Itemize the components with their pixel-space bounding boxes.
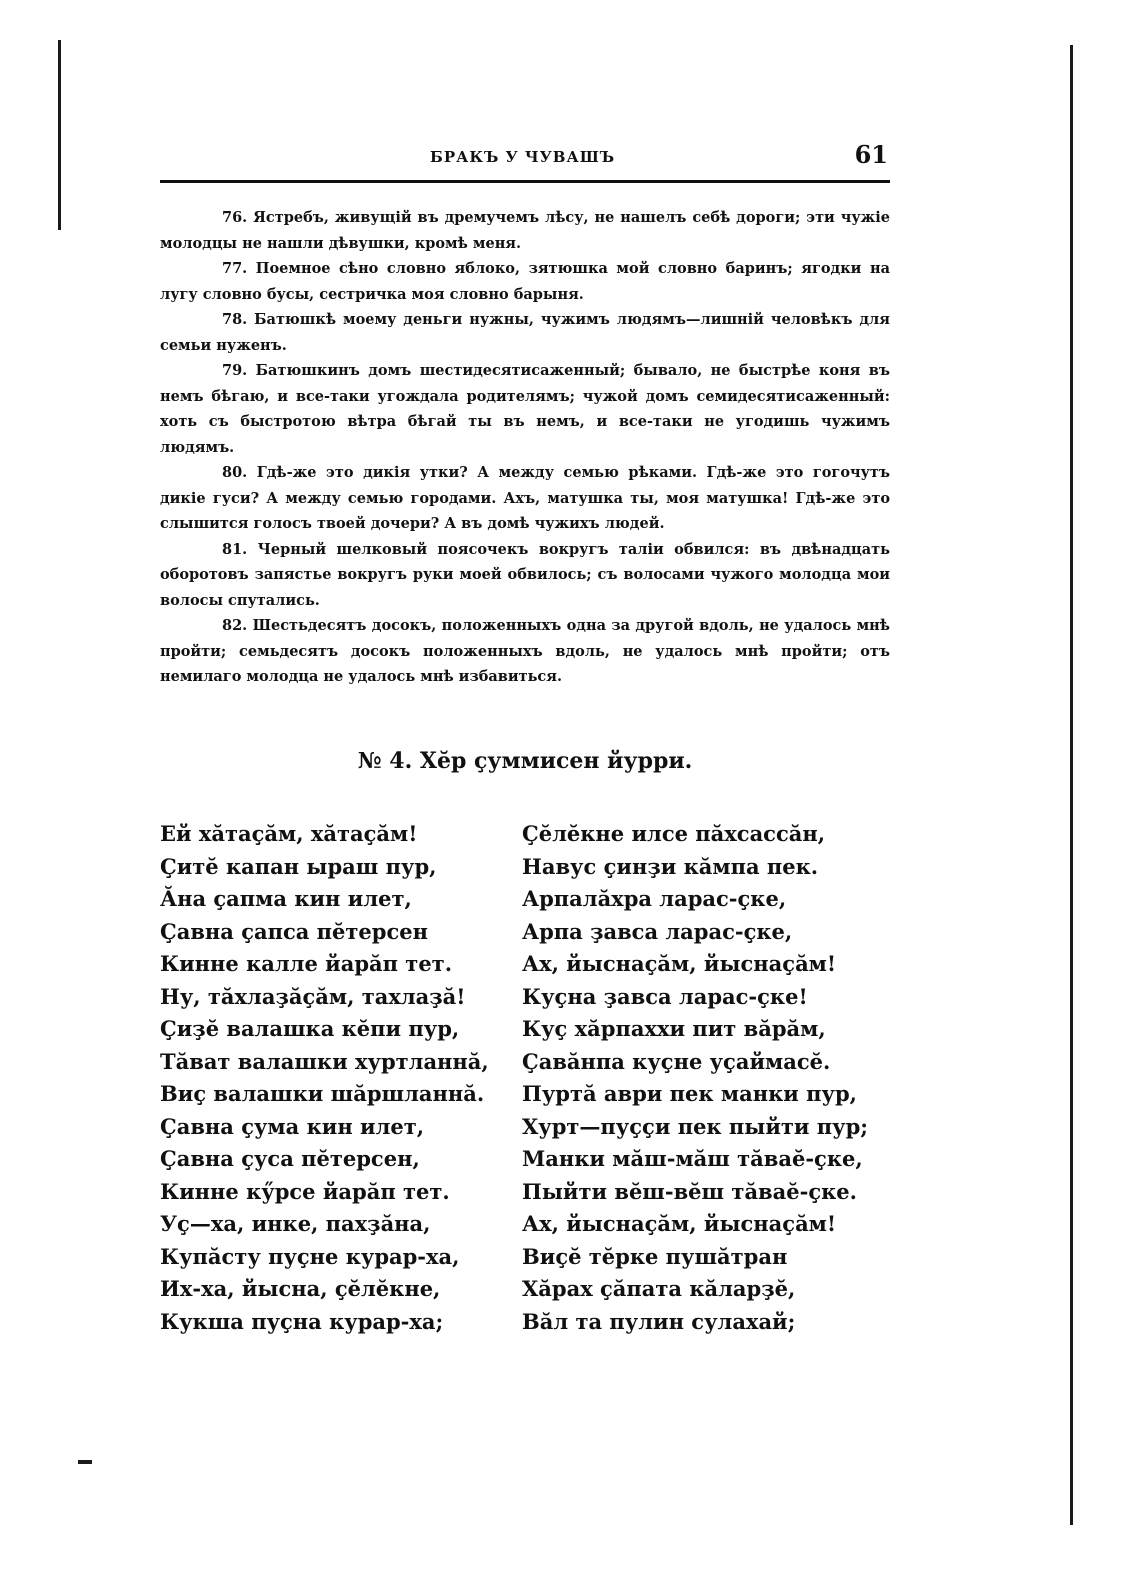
verse-line: Кинне кӳрсе йарӑп тет. — [160, 1178, 450, 1204]
page-number: 61 — [854, 140, 888, 169]
verse-line: Ну, тӑхлаҙӑҫӑм, тахлаҙӑ! — [160, 983, 466, 1009]
verse-line: Ҫӗлӗкне илсе пӑхсассӑн, — [522, 821, 826, 846]
verse-line: Пыйти вӗш-вӗш тӑваӗ-ҫке. — [522, 1178, 857, 1204]
verse-line: Тӑват валашки хуртланнӑ, — [160, 1048, 489, 1074]
notes-section — [160, 205, 890, 690]
verse-line: Купӑсту пуҫне курар-ха, — [160, 1243, 460, 1269]
verse-line: Навус ҫинҙи кӑмпа пек. — [522, 853, 819, 879]
verse-line: Ах, йыснаҫӑм, йыснаҫӑм! — [522, 951, 837, 976]
verse-line: Куҫна ҙавса ларас-ҫке! — [522, 983, 808, 1009]
verse-line: Куҫ хӑрпаххи пит вӑрӑм, — [522, 1016, 826, 1041]
verse-line: Виҫӗ тӗрке пушӑтран — [522, 1243, 788, 1269]
verse-line: Их-ха, йысна, ҫӗлӗкне, — [160, 1276, 441, 1301]
verse-line: Уҫ—ха, инке, пахҙӑна, — [160, 1211, 431, 1236]
verse-line: Кинне калле йарӑп тет. — [160, 951, 453, 976]
verse-line: Хӑрах ҫӑпата кӑларҙӗ, — [522, 1276, 796, 1301]
note-81: 81. Черный шелковый поясочекъ вокругъ таліи обвился: въ двѣнадцать оборотовъ запястье вокругъ руки моей обвилось; съ волосами чужого молодца мои волосы спутались. — [160, 540, 890, 609]
verse-line: Пуртӑ аври пек манки пур, — [522, 1081, 857, 1106]
verse-line: Ҫиҙӗ валашка кӗпи пур, — [160, 1016, 460, 1041]
song-left-column — [160, 818, 500, 1338]
song-right-column — [522, 818, 890, 1338]
scan-edge-left — [58, 40, 61, 230]
verse-line: Ҫавна ҫуса пӗтерсен, — [160, 1146, 420, 1171]
verse-line: Арпалӑхра ларас-ҫке, — [522, 886, 787, 911]
verse-line: Ӑна ҫапма кин илет, — [160, 886, 412, 911]
verse-line: Ҫитӗ капан ыраш пур, — [160, 853, 437, 879]
verse-line: Ей хӑтаҫӑм, хӑтаҫӑм! — [160, 821, 418, 846]
scan-edge-right — [1070, 45, 1073, 1525]
verse-line: Вӑл та пулин сулахай; — [522, 1308, 796, 1334]
running-title: БРАКЪ У ЧУВАШЪ — [430, 148, 616, 166]
note-82: 82. Шестьдесятъ досокъ, положенныхъ одна за другой вдоль, не удалось мнѣ пройти; семьдесятъ досокъ положенныхъ вдоль, не удалось мнѣ пройти; отъ немилаго молодца не удалось мнѣ избавиться. — [160, 617, 890, 685]
song-title: № 4. Хӗр ҫуммисен йурри. — [357, 748, 693, 774]
verse-line: Кукша пуҫна курар-ха; — [160, 1308, 444, 1334]
verse-line: Ҫавӑнпа куҫне уҫаймасӗ. — [522, 1048, 831, 1074]
verse-line: Ах, йыснаҫӑм, йыснаҫӑм! — [522, 1211, 837, 1236]
note-80: 80. Гдѣ-же это дикія утки? А между семью рѣками. Гдѣ-же это гогочутъ дикіе гуси? А между семью городами. Ахъ, матушка ты, моя матушка! Гдѣ-же это слышится голосъ твоей дочери? А въ домѣ чужихъ людей. — [160, 464, 890, 532]
note-77: 77. Поемное сѣно словно яблоко, зятюшка мой словно баринъ; ягодки на лугу словно бусы, сестричка моя словно барыня. — [160, 260, 890, 303]
verse-line: Хурт—пуҫҫи пек пыйти пур; — [522, 1113, 869, 1139]
note-78: 78. Батюшкѣ моему деньги нужны, чужимъ людямъ—лишній человѣкъ для семьи нуженъ. — [160, 311, 890, 354]
verse-line: Ҫавна ҫапса пӗтерсен — [160, 918, 428, 944]
scan-mark-bottom-left — [78, 1460, 92, 1464]
page-header — [160, 140, 890, 183]
verse-line: Ҫавна ҫума кин илет, — [160, 1113, 425, 1139]
verse-line: Арпа ҙавса ларас-ҫке, — [522, 918, 793, 944]
note-79: 79. Батюшкинъ домъ шестидесятисаженный; бывало, не быстрѣе коня въ немъ бѣгаю, и все-таки угождала родителямъ; чужой домъ семидесятисаженный: хоть съ быстротою вѣтра бѣгай ты въ немъ, и все-таки не угодишь чужимъ людямъ. — [160, 362, 890, 456]
verse-line: Манки мӑш-мӑш тӑваӗ-ҫке, — [522, 1146, 863, 1171]
note-76: 76. Ястребъ, живущій въ дремучемъ лѣсу, не нашелъ себѣ дороги; эти чужіе молодцы не нашли дѣвушки, кромѣ меня. — [160, 209, 890, 252]
verse-line: Виҫ валашки шӑршланнӑ. — [160, 1081, 485, 1106]
